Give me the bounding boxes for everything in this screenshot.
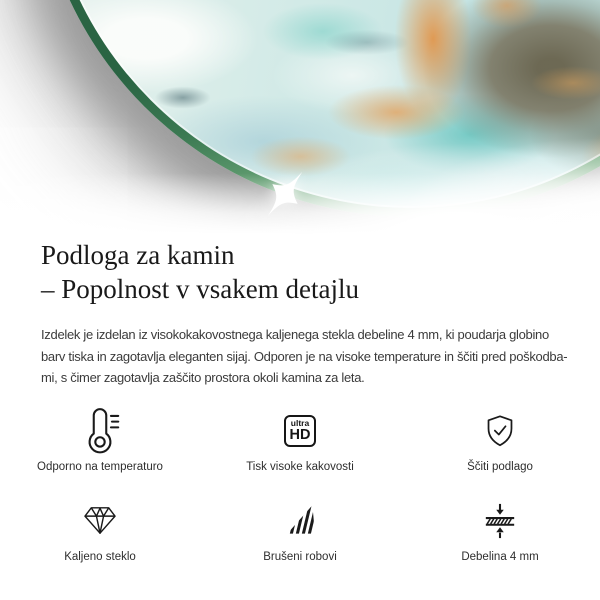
feature-beveled-edges [200,495,400,563]
ultra-hd-icon [284,405,316,457]
feature-label: Kaljeno steklo [64,550,136,563]
feature-grid [0,405,600,563]
glass-panel-surface [43,0,600,208]
feature-protects-surface [400,405,600,473]
diamond-icon [81,495,119,547]
thermometer-icon [75,405,125,457]
thickness-icon [480,495,520,547]
beveled-edges-icon [282,495,318,547]
glass-panel-edge [34,0,600,217]
product-description [41,324,568,389]
page-title-line-2: – Popolnost v vsakem detajlu [41,274,359,304]
description-line-2: barv tiska in zagotavlja eleganten sijaj. Odporen je na visoke temperature in ščiti pred poškodba- [41,348,568,364]
feature-label: Debelina 4 mm [461,550,539,563]
ultra-hd-badge-top: ultra [290,417,310,428]
product-image [0,0,600,234]
page-title-line-1: Podloga za kamin [41,240,235,270]
description-line-1: Izdelek je izdelan iz visokokakovostnega kaljenega stekla debeline 4 mm, ki poudarja globino [41,327,549,343]
feature-label: Odporno na temperaturo [37,460,163,473]
shield-check-icon [481,405,519,457]
feature-temperature-resistant [0,405,200,473]
ultra-hd-badge-bottom: HD [289,426,311,443]
sparkle-icon [257,166,313,222]
feature-tempered-glass [0,495,200,563]
feature-label: Brušeni robovi [263,550,337,563]
feature-thickness [400,495,600,563]
feature-label: Tisk visoke kakovosti [246,460,354,473]
page-title [41,238,559,306]
description-line-3: mi, s čimer zagotavlja zaščito prostora okoli kamina za leta. [41,370,365,386]
feature-label: Ščiti podlago [467,460,533,473]
feature-print-quality [200,405,400,473]
